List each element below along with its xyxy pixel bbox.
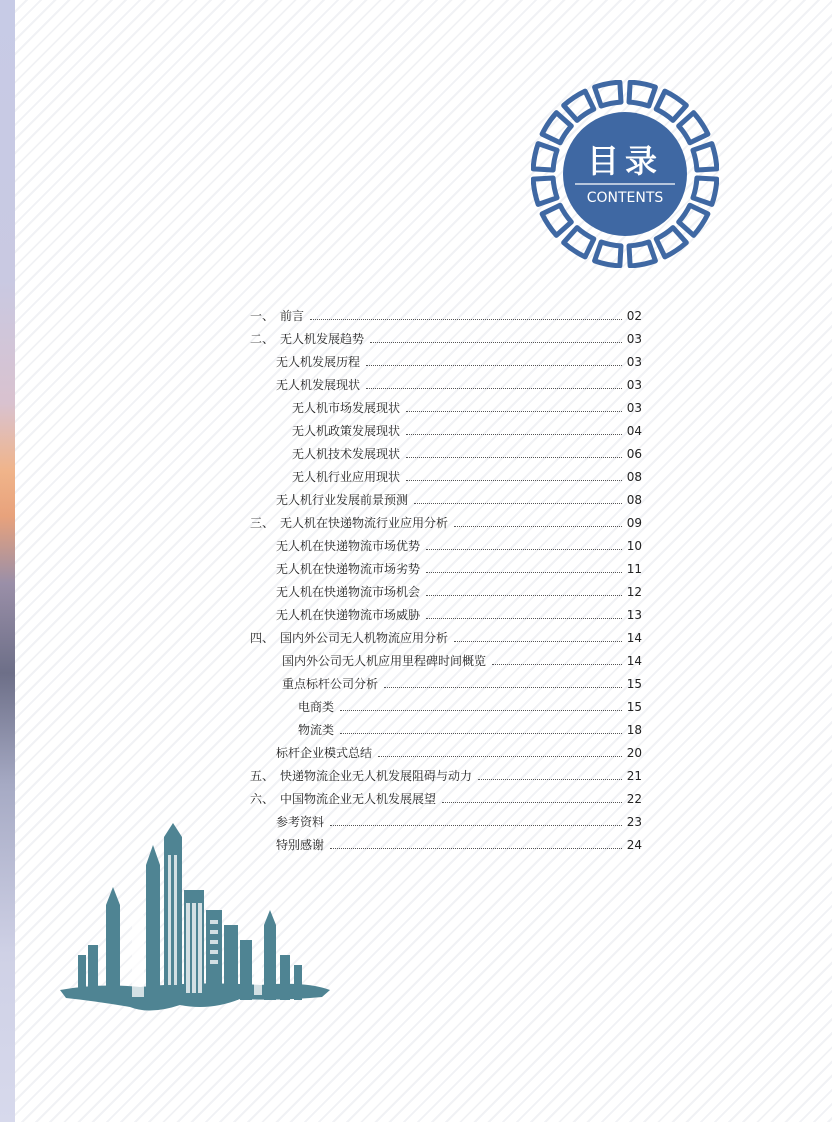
toc-entry[interactable] (298, 695, 642, 715)
toc-dot-leader (426, 595, 622, 596)
toc-entry-label: 无人机行业应用现状 (292, 470, 401, 484)
toc-entry-label: 无人机发展趋势 (280, 332, 365, 346)
toc-entry[interactable] (292, 442, 642, 462)
toc-section-number: 二、 (250, 332, 275, 346)
toc-section-number: 五、 (250, 769, 275, 783)
toc-entry[interactable] (276, 603, 642, 623)
toc-entry[interactable] (282, 649, 642, 669)
toc-entry-label: 无人机在快递物流市场机会 (276, 585, 421, 599)
toc-page-number: 15 (626, 700, 642, 714)
toc-entry[interactable] (276, 350, 642, 370)
toc-entry[interactable] (250, 787, 642, 807)
toc-entry[interactable] (276, 534, 642, 554)
toc-dot-leader (406, 480, 622, 481)
toc-entry-label: 特别感谢 (276, 838, 325, 852)
toc-section-number: 四、 (250, 631, 275, 645)
toc-entry-label: 无人机政策发展现状 (292, 424, 401, 438)
toc-entry-label: 国内外公司无人机物流应用分析 (280, 631, 449, 645)
toc-entry-label: 无人机在快递物流行业应用分析 (280, 516, 449, 530)
toc-dot-leader (406, 411, 622, 412)
toc-entry-label: 无人机发展历程 (276, 355, 361, 369)
badge-subtitle: CONTENTS (586, 190, 664, 206)
toc-page-number: 10 (626, 539, 642, 553)
toc-dot-leader (370, 342, 622, 343)
toc-dot-leader (478, 779, 622, 780)
toc-entry-label: 中国物流企业无人机发展展望 (280, 792, 437, 806)
toc-page-number: 23 (626, 815, 642, 829)
toc-section-number: 三、 (250, 516, 275, 530)
toc-page-number: 02 (626, 309, 642, 323)
toc-page-number: 08 (626, 493, 642, 507)
toc-entry[interactable] (292, 396, 642, 416)
toc-entry-label: 无人机在快递物流市场威胁 (276, 608, 421, 622)
toc-dot-leader (414, 503, 622, 504)
toc-entry[interactable] (250, 511, 642, 531)
toc-entry-label: 前言 (280, 309, 305, 323)
toc-dot-leader (310, 319, 622, 320)
toc-page-number: 06 (626, 447, 642, 461)
toc-entry[interactable] (250, 626, 642, 646)
toc-entry[interactable] (292, 465, 642, 485)
toc-page-number: 08 (626, 470, 642, 484)
toc-dot-leader (366, 365, 622, 366)
toc-entry-label: 重点标杆公司分析 (282, 677, 379, 691)
badge-title: 目录 (586, 142, 664, 180)
toc-entry-label: 无人机在快递物流市场优势 (276, 539, 421, 553)
toc-page-number: 03 (626, 355, 642, 369)
toc-entry-label: 无人机在快递物流市场劣势 (276, 562, 421, 576)
toc-page-number: 14 (626, 631, 642, 645)
toc-entry-label: 无人机市场发展现状 (292, 401, 401, 415)
toc-dot-leader (340, 733, 622, 734)
toc-dot-leader (330, 848, 622, 849)
toc-dot-leader (366, 388, 622, 389)
toc-page-number: 12 (626, 585, 642, 599)
toc-page-number: 14 (626, 654, 642, 668)
toc-dot-leader (330, 825, 622, 826)
toc-entry[interactable] (276, 580, 642, 600)
toc-entry-label: 无人机发展现状 (276, 378, 361, 392)
toc-dot-leader (492, 664, 622, 665)
toc-dot-leader (442, 802, 622, 803)
toc-entry[interactable] (250, 764, 642, 784)
toc-entry[interactable] (276, 373, 642, 393)
toc-dot-leader (406, 434, 622, 435)
toc-entry-label: 快递物流企业无人机发展阻碍与动力 (280, 769, 473, 783)
toc-dot-leader (384, 687, 622, 688)
toc-entry-label: 国内外公司无人机应用里程碑时间概览 (282, 654, 487, 668)
toc-entry[interactable] (250, 327, 642, 347)
toc-page-number: 04 (626, 424, 642, 438)
toc-entry[interactable] (298, 718, 642, 738)
toc-dot-leader (406, 457, 622, 458)
toc-dot-leader (426, 549, 622, 550)
toc-dot-leader (378, 756, 622, 757)
toc-page-number: 18 (626, 723, 642, 737)
toc-entry-label: 无人机行业发展前景预测 (276, 493, 409, 507)
toc-page-number: 09 (626, 516, 642, 530)
toc-page-number: 22 (626, 792, 642, 806)
toc-entry[interactable] (282, 672, 642, 692)
toc-dot-leader (454, 641, 622, 642)
city-skyline-illustration (60, 815, 335, 1045)
toc-section-number: 六、 (250, 792, 275, 806)
toc-section-number: 一、 (250, 309, 275, 323)
toc-page-number: 24 (626, 838, 642, 852)
toc-entry[interactable] (250, 304, 642, 324)
toc-dot-leader (426, 618, 622, 619)
toc-entry[interactable] (276, 557, 642, 577)
toc-entry-label: 电商类 (298, 700, 335, 714)
toc-entry-label: 标杆企业模式总结 (276, 746, 373, 760)
toc-page-number: 11 (626, 562, 642, 576)
toc-dot-leader (340, 710, 622, 711)
toc-page-number: 15 (626, 677, 642, 691)
toc-page-number: 03 (626, 332, 642, 346)
toc-dot-leader (426, 572, 622, 573)
toc-page-number: 03 (626, 401, 642, 415)
toc-dot-leader (454, 526, 622, 527)
toc-entry[interactable] (292, 419, 642, 439)
toc-page-number: 13 (626, 608, 642, 622)
toc-page-number: 20 (626, 746, 642, 760)
toc-entry[interactable] (276, 741, 642, 761)
toc-entry-label: 参考资料 (276, 815, 325, 829)
toc-entry-label: 无人机技术发展现状 (292, 447, 401, 461)
toc-entry-label: 物流类 (298, 723, 335, 737)
toc-page-number: 03 (626, 378, 642, 392)
toc-entry[interactable] (276, 488, 642, 508)
toc-page-number: 21 (626, 769, 642, 783)
